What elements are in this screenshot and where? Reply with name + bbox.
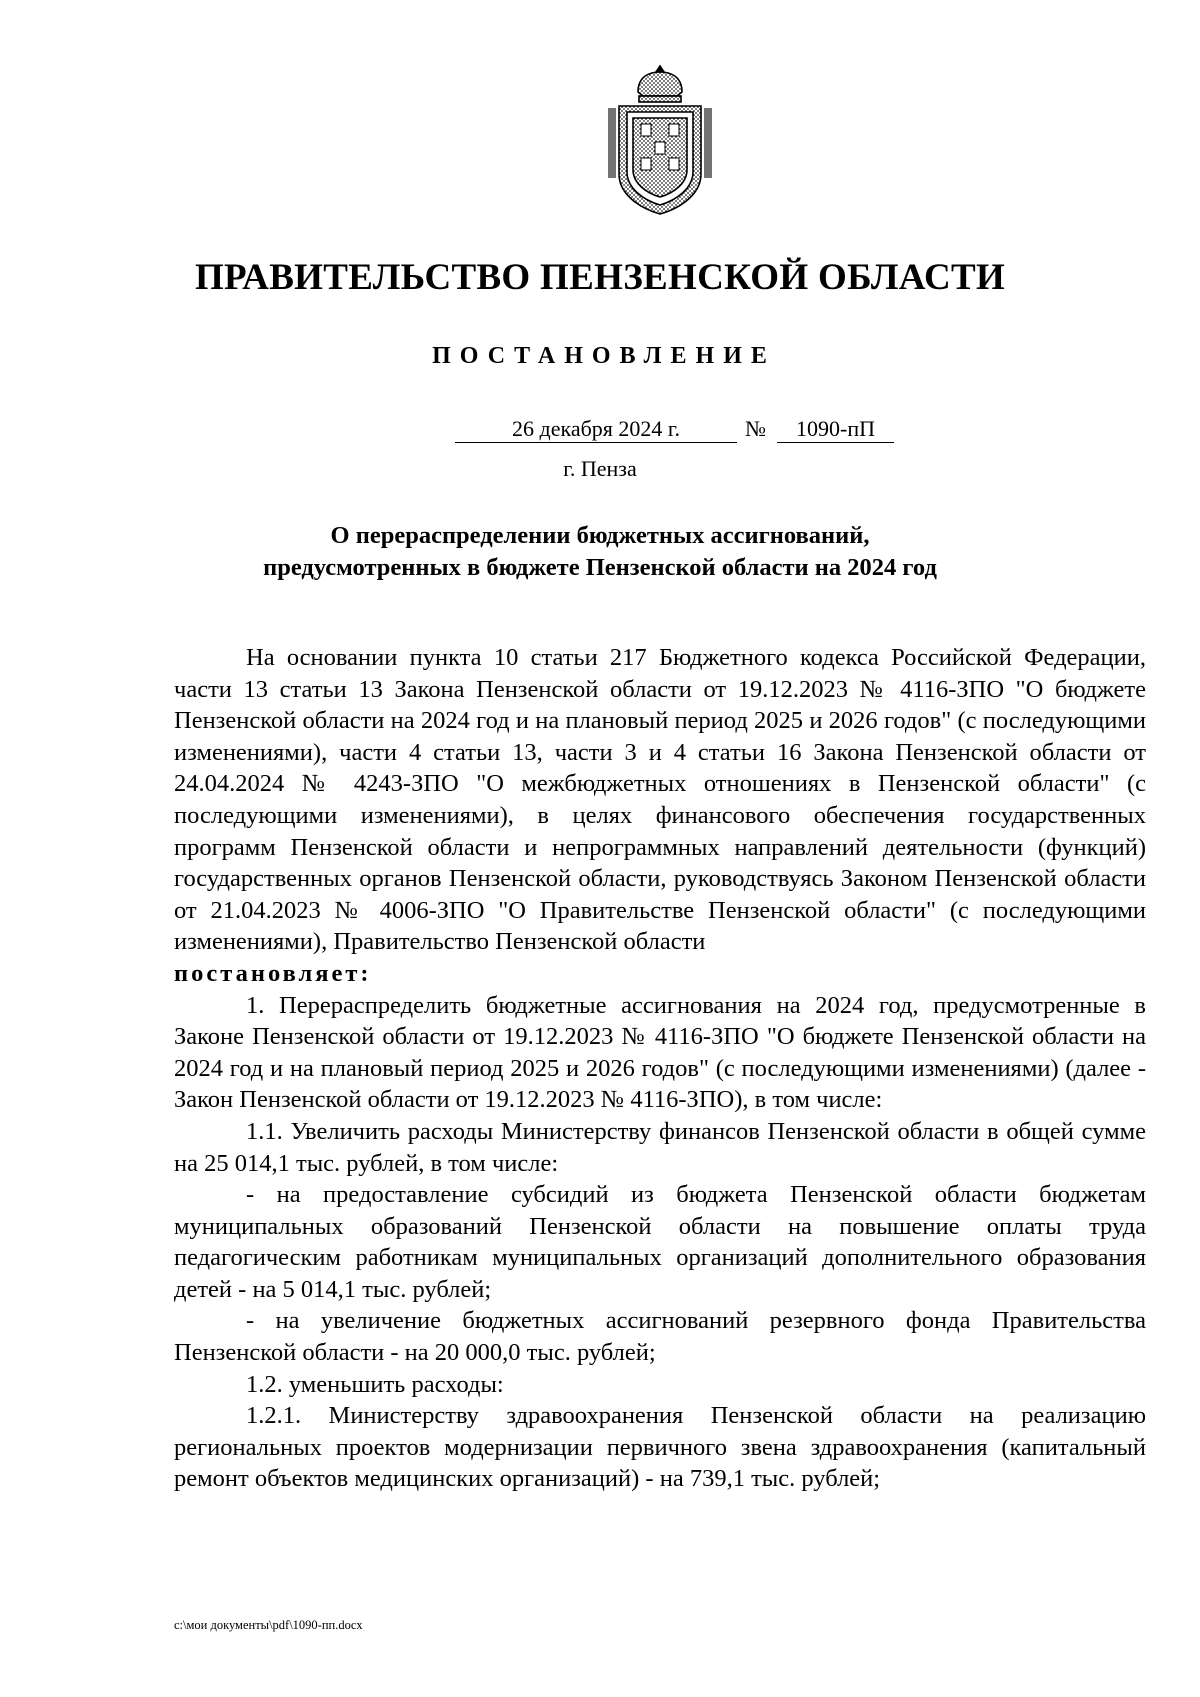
document-number: 1090-пП (777, 416, 894, 443)
paragraph-1-1-b: - на увеличение бюджетных ассигнований резервного фонда Правительства Пензенской области - на 20 000,0 тыс. рублей; (174, 1307, 1146, 1367)
paragraph-1-2-1: 1.2.1. Министерству здравоохранения Пензенской области на реализацию региональных проектов модернизации первичного звена здравоохранения (капитальный ремонт объектов медицинских организаций) - на 739,1 тыс. рублей; (174, 1402, 1146, 1493)
document-body (174, 642, 1146, 1495)
city: г. Пенза (563, 456, 637, 481)
document-title (0, 520, 1200, 584)
footer-file-path: c:\мои документы\pdf\1090-пп.docx (174, 1618, 363, 1632)
title-line-2: предусмотренных в бюджете Пензенской области на 2024 год (263, 554, 937, 581)
title-line-1: О перераспределении бюджетных ассигнований, (330, 522, 870, 549)
document-type: ПОСТАНОВЛЕНИЕ (432, 343, 776, 369)
paragraph-1-2: 1.2. уменьшить расходы: (246, 1370, 504, 1398)
preamble-paragraph: На основании пункта 10 статьи 217 Бюджетного кодекса Российской Федерации, части 13 статьи 13 Закона Пензенской области от 19.12.2023 № 4116-ЗПО "О бюджете Пензенской области на 2024 год и на плановый период 2025 и 2026 годов" (с последующими изменениями), части 4 статьи 13, части 3 и 4 статьи 16 Закона Пензенской области от 24.04.2024 № 4243-ЗПО "О межбюджетных отношениях в Пензенской области" (с последующими изменениями), в целях финансового обеспечения государственных программ Пензенской области и непрограммных направлений деятельности (функций) государственных органов Пензенской области, руководствуясь Законом Пензенской области от 21.04.2023 № 4006-ЗПО "О Правительстве Пензенской области" (с последующими изменениями), Правительство Пензенской области (174, 644, 1146, 956)
number-sign: № (745, 416, 766, 441)
paragraph-1-1-a: - на предоставление субсидий из бюджета Пензенской области бюджетам муниципальных образований Пензенской области на повышение оплаты труда педагогическим работникам муниципальных организаций дополнительного образования детей - на 5 014,1 тыс. рублей; (174, 1181, 1146, 1303)
paragraph-1: 1. Перераспределить бюджетные ассигнования на 2024 год, предусмотренные в Законе Пензенской области от 19.12.2023 № 4116-ЗПО "О бюджете Пензенской области на 2024 год и на плановый период 2025 и 2026 годов" (с последующими изменениями) (далее - Закон Пензенской области от 19.12.2023 № 4116-ЗПО), в том числе: (174, 991, 1146, 1114)
decree-word: постановляет: (174, 959, 372, 987)
organization-name: ПРАВИТЕЛЬСТВО ПЕНЗЕНСКОЙ ОБЛАСТИ (194, 257, 1006, 298)
document-date: 26 декабря 2024 г. (455, 416, 737, 443)
paragraph-1-1: 1.1. Увеличить расходы Министерству финансов Пензенской области в общей сумме на 25 014,1 тыс. рублей, в том числе: (174, 1117, 1146, 1177)
coat-of-arms-emblem (605, 62, 715, 220)
